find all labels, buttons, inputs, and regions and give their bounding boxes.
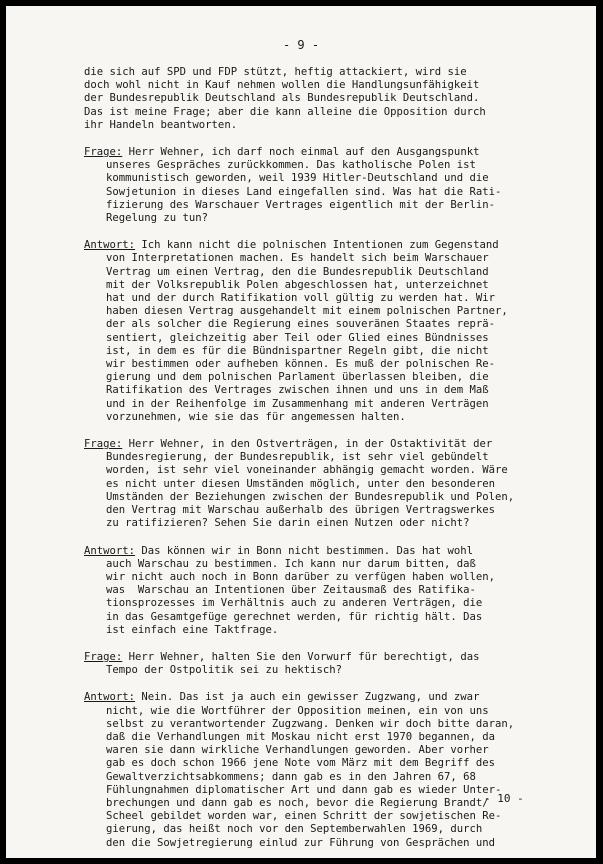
- paragraph-line: waren sie dann wirkliche Verhandlungen geworden. Aber vorher: [106, 744, 489, 757]
- paragraph-first-line: [84, 651, 552, 664]
- paragraph-line: der als solcher die Regierung eines souveränen Staates reprä-: [106, 318, 496, 331]
- paragraph-line: mit der Volksrepublik Polen abgeschlossen hat, unterzeichnet: [106, 278, 489, 291]
- paragraph-line: unseres Gespräches zurückkommen. Das katholische Polen ist: [106, 159, 476, 172]
- speaker-label: Antwort:: [84, 691, 136, 704]
- paragraph-line: gierung, das heißt noch vor den Septemberwahlen 1969, durch: [106, 823, 483, 836]
- document-page: [6, 6, 596, 858]
- paragraph-line: es nicht unter diesen Umständen möglich, unter den besonderen: [106, 477, 496, 490]
- paragraph-line: brechungen und dann gab es noch, bevor die Regierung Brandt/: [106, 796, 489, 809]
- paragraph-line: Scheel gebildet worden war, einen Schritt der sowjetischen Re-: [106, 810, 502, 823]
- speaker-label: Antwort:: [84, 544, 136, 557]
- paragraph-line: hat und der durch Ratifikation voll gültig zu werden hat. Wir: [106, 292, 496, 305]
- paragraph-line: fizierung des Warschauer Vertrages eigentlich mit der Berlin-: [106, 198, 496, 211]
- paragraph-text: Das können wir in Bonn nicht bestimmen. Das hat wohl: [135, 544, 474, 557]
- paragraph-line: vorzunehmen, wie sie das für angemessen halten.: [106, 410, 406, 423]
- paragraph-line: nicht, wie die Wortführer der Opposition meinen, ein von uns: [106, 704, 489, 717]
- paragraph-line: von Interpretationen machen. Es handelt sich beim Warschauer: [106, 252, 489, 265]
- paragraph-line: in das Gesamtgefüge gerechnet werden, für richtig hält. Das: [106, 610, 483, 623]
- paragraph-first-line: [84, 545, 552, 558]
- paragraph-line: wir nicht auch noch in Bonn darüber zu verfügen haben wollen,: [106, 570, 496, 583]
- paragraph: [84, 651, 552, 677]
- paragraph: [84, 239, 552, 424]
- paragraph-line: Regelung zu tun?: [106, 212, 209, 225]
- speaker-label: Antwort:: [84, 239, 136, 252]
- paragraph-line: Umständen der Beziehungen zwischen der Bundesrepublik und Polen,: [106, 490, 515, 503]
- page-number: - 9 -: [282, 38, 320, 52]
- paragraph-line: ist, in dem es für die Bündnispartner Regeln gibt, die nicht: [106, 344, 489, 357]
- paragraph-line: Vertrag um einen Vertrag, den die Bundesrepublik Deutschland: [106, 265, 489, 278]
- speaker-label: Frage:: [84, 650, 123, 663]
- paragraph-line: tionsprozesses im Verhältnis auch zu anderen Verträgen, die: [106, 597, 483, 610]
- paragraph-text: Herr Wehner, halten Sie den Vorwurf für berechtigt, das: [122, 650, 480, 663]
- paragraph-line: Sowjetunion in dieses Land eingefallen sind. Was hat die Rati-: [106, 185, 502, 198]
- paragraph-text: Nein. Das ist ja auch ein gewisser Zugzwang, und zwar: [135, 691, 480, 704]
- paragraph: [84, 66, 552, 132]
- paragraph-line: ihr Handeln beantworten.: [84, 118, 238, 131]
- paragraph: [84, 146, 552, 225]
- paragraph-line: gab es doch schon 1966 jene Note vom März mit dem Begriff des: [106, 757, 496, 770]
- paragraph-line: doch wohl nicht in Kauf nehmen wollen die Handlungsunfähigkeit: [84, 79, 480, 92]
- paragraph-line: Das ist meine Frage; aber die kann alleine die Opposition durch: [84, 105, 486, 118]
- paragraph-line: Ratifikation des Vertrages zwischen ihnen und uns in dem Maß: [106, 384, 489, 397]
- paragraph-first-line: [84, 146, 552, 159]
- paragraph-line: ist einfach eine Taktfrage.: [106, 623, 279, 636]
- paragraph-first-line: [84, 239, 552, 252]
- paragraph-line: Fühlungnahmen diplomatischer Art und dann gab es wieder Unter-: [106, 783, 502, 796]
- paragraph-line: wir bestimmen oder aufheben können. Es muß der polnischen Re-: [106, 358, 496, 371]
- paragraph-first-line: [84, 66, 552, 79]
- paragraph-line: Bundesregierung, der Bundesrepublik, ist sehr viel gebündelt: [106, 451, 489, 464]
- paragraph-text: Ich kann nicht die polnischen Intentionen zum Gegenstand: [135, 239, 499, 252]
- paragraph-line: Gewaltverzichtsabkommens; dann gab es in den Jahren 67, 68: [106, 770, 476, 783]
- paragraph: [84, 545, 552, 637]
- paragraph-text: Herr Wehner, in den Ostverträgen, in der Ostaktivität der: [122, 438, 493, 451]
- paragraph-line: was Warschau an Intentionen über Zeitausmaß des Ratifika-: [106, 584, 476, 597]
- paragraph-line: den die Sowjetregierung einlud zur Führung von Gesprächen und: [106, 836, 496, 849]
- paragraph-line: daß die Verhandlungen mit Moskau nicht erst 1970 begannen, da: [106, 730, 496, 743]
- speaker-label: Frage:: [84, 146, 123, 159]
- paragraph-line: selbst zu verantwortender Zugzwang. Denken wir doch bitte daran,: [106, 717, 515, 730]
- paragraph-line: worden, ist sehr viel voneinander abhängig gemacht worden. Wäre: [106, 464, 508, 477]
- paragraph: [84, 691, 552, 849]
- paragraph-first-line: [84, 438, 552, 451]
- paragraph-line: gierung und dem polnischen Parlament überlassen bleiben, die: [106, 371, 489, 384]
- document-body: [84, 66, 552, 858]
- paragraph-line: den Vertrag mit Warschau außerhalb des übrigen Vertragswerkes: [106, 504, 496, 517]
- paragraph: [84, 438, 552, 530]
- speaker-label: Frage:: [84, 438, 123, 451]
- paragraph-line: sentiert, gleichzeitig aber Teil oder Glied eines Bündnisses: [106, 331, 489, 344]
- next-page-number: - 10 -: [484, 792, 524, 805]
- paragraph-first-line: [84, 691, 552, 704]
- paragraph-line: und in der Reihenfolge im Zusammenhang mit anderen Verträgen: [106, 397, 489, 410]
- paragraph-line: haben diesen Vertrag ausgehandelt mit einem polnischen Partner,: [106, 305, 508, 318]
- paragraph-line: kommunistisch geworden, weil 1939 Hitler-Deutschland und die: [106, 172, 489, 185]
- paragraph-line: Tempo der Ostpolitik sei zu hektisch?: [106, 664, 342, 677]
- paragraph-text: die sich auf SPD und FDP stützt, heftig attackiert, wird sie: [84, 66, 467, 78]
- paragraph-text: Herr Wehner, ich darf noch einmal auf den Ausgangspunkt: [122, 146, 480, 159]
- paragraph-line: auch Warschau zu bestimmen. Ich kann nur darum bitten, daß: [106, 557, 476, 570]
- paragraph-line: zu ratifizieren? Sehen Sie darin einen Nutzen oder nicht?: [106, 517, 470, 530]
- paragraph-line: der Bundesrepublik Deutschland als Bundesrepublik Deutschland.: [84, 92, 480, 105]
